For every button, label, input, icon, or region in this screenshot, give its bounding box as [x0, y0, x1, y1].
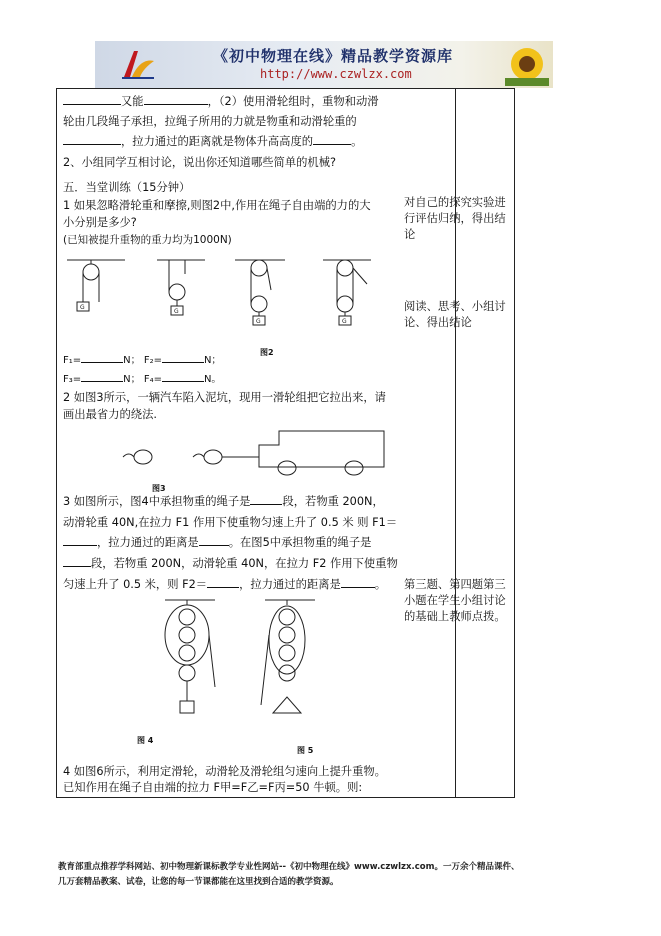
answer-blank[interactable]: [207, 575, 239, 588]
lesson-table: [56, 88, 515, 798]
text-line: ，拉力通过的距离就是物体升高高度的 。: [63, 132, 362, 152]
answer-blank[interactable]: [144, 92, 208, 105]
question-2-cont: 画出最省力的绕法.: [63, 408, 157, 421]
question-4: 4 如图6所示，利用定滑轮，动滑轮及滑轮组匀速向上提升重物。: [63, 765, 386, 778]
question-1-note: (已知被提升重物的重力均为1000N): [63, 234, 232, 246]
svg-text:G: G: [342, 318, 347, 325]
figure-3-truck: [119, 421, 399, 481]
figure-4-caption: 图 4: [137, 736, 154, 745]
question-4-cont: 已知作用在绳子自由端的拉力 F甲=F乙=F丙=50 牛顿。则:: [63, 781, 363, 794]
question-3-cont: 动滑轮重 40N,在拉力 F1 作用下使重物匀速上升了 0.5 米 则 F1＝: [63, 516, 398, 529]
answer-blank[interactable]: [63, 132, 121, 145]
banner-url[interactable]: http://www.czwlzx.com: [260, 67, 412, 81]
banner-title: 《初中物理在线》精品教学资源库: [213, 47, 454, 65]
section-heading: 五．当堂训练（15分钟）: [63, 181, 191, 194]
answer-row-1: F₁= N； F₂= N；: [63, 350, 221, 371]
side-note-3: 第三题、第四题第三小题在学生小组讨论的基础上教师点拨。: [404, 578, 506, 623]
text-line: 轮由几段绳子承担，拉绳子所用的力就是物重和动滑轮重的: [63, 115, 357, 128]
question-1-cont: 小分别是多少?: [63, 216, 137, 229]
answer-blank[interactable]: [63, 533, 97, 546]
side-note-1: 对自己的探究实验进行评估归纳，得出结论: [404, 196, 506, 241]
site-logo-icon: [120, 47, 156, 81]
answer-blank[interactable]: [162, 369, 204, 382]
answer-blank[interactable]: [63, 554, 91, 567]
footer-line-1: 教育部重点推荐学科网站、初中物理新课标教学专业性网站--《初中物理在线》www.czwlzx.com。一万余个精品课件、: [58, 862, 520, 872]
question-3-cont4: 匀速上升了 0.5 米，则 F2＝ ，拉力通过的距离是 。: [63, 575, 386, 595]
answer-blank[interactable]: [63, 92, 121, 105]
sunflower-icon: [505, 44, 549, 86]
footer-line-2: 几万套精品教案、试卷，让您的每一节课都能在这里找到合适的教学资源。: [58, 877, 339, 887]
text-line: 又能 ，（2）使用滑轮组时，重物和动滑: [63, 92, 379, 112]
question-1: 1 如果忽略滑轮重和摩擦,则图2中,作用在绳子自由端的力的大: [63, 199, 371, 212]
answer-blank[interactable]: [162, 350, 204, 363]
header-banner: [95, 41, 553, 88]
answer-blank[interactable]: [81, 369, 123, 382]
figure-3-caption: 图3: [152, 484, 166, 493]
answer-blank[interactable]: [313, 132, 351, 145]
question-2: 2 如图3所示，一辆汽车陷入泥坑，现用一滑轮组把它拉出来，请: [63, 391, 386, 404]
answer-blank[interactable]: [199, 533, 229, 546]
answer-blank[interactable]: [250, 492, 282, 505]
question-3-cont3: 段，若物重 200N，动滑轮重 40N，在拉力 F2 作用下使重物: [63, 554, 398, 574]
question-3-cont2: ，拉力通过的距离是 。在图5中承担物重的绳子是: [63, 533, 371, 553]
side-note-2: 阅读、思考、小组讨论、得出结论: [404, 300, 506, 329]
question-3: 3 如图所示，图4中承担物重的绳子是 段，若物重 200N，: [63, 492, 384, 512]
text-line: 2、小组同学互相讨论，说出你还知道哪些简单的机械?: [63, 156, 337, 169]
page-footer: [58, 860, 618, 890]
figure-2-pulleys: [65, 252, 395, 332]
figure-2-caption: 图2: [260, 348, 274, 357]
svg-text:G: G: [174, 308, 179, 315]
answer-row-2: F₃= N； F₄= N。: [63, 369, 221, 390]
figure-4-5-pulley-blocks: [155, 595, 325, 745]
figure-5-caption: 图 5: [297, 746, 314, 755]
svg-text:G: G: [80, 304, 85, 311]
answer-blank[interactable]: [81, 350, 123, 363]
svg-text:G: G: [256, 318, 261, 325]
answer-blank[interactable]: [341, 575, 375, 588]
